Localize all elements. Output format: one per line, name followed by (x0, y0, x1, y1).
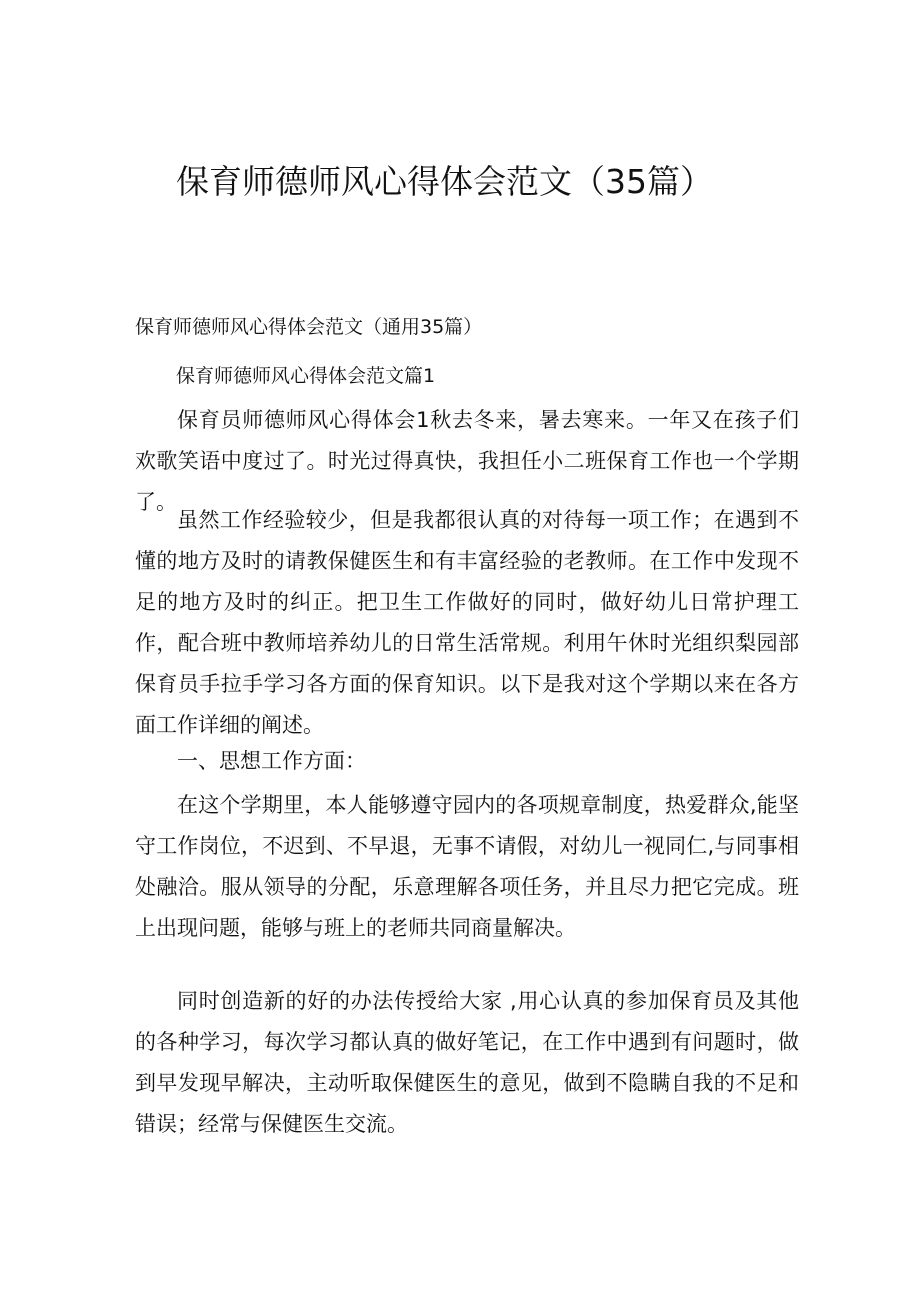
paragraph: 虽然工作经验较少，但是我都很认真的对待每一项工作；在遇到不懂的地方及时的请教保健医生和有丰富经验的老教师。在工作中发现不足的地方及时的纠正。把卫生工作做好的同时，做好幼儿日常护理工作，配合班中教师培养幼儿的日常生活常规。利用午休时光组织梨园部保育员手拉手学习各方面的保育知识。以下是我对这个学期以来在各方面工作详细的阐述。 (135, 508, 799, 737)
document-subtitle: 保育师德师风心得体会范文（通用35篇） (135, 316, 483, 338)
paragraph-heading: 一、思想工作方面： (177, 749, 366, 773)
paragraph: 在这个学期里，本人能够遵守园内的各项规章制度，热爱群众,能坚守工作岗位，不迟到、不早退，无事不请假，对幼儿一视同仁,与同事相处融洽。服从领导的分配，乐意理解各项任务，并且尽力把它完成。班上出现问题，能够与班上的老师共同商量解决。 (135, 793, 799, 940)
paragraph: 保育员师德师风心得体会1秋去冬来，暑去寒来。一年又在孩子们欢歌笑语中度过了。时光过得真快，我担任小二班保育工作也一个学期了。 (135, 408, 799, 514)
page-title: 保育师德师风心得体会范文（35篇） (176, 162, 713, 201)
section-heading: 保育师德师风心得体会范文篇1 (176, 365, 436, 387)
paragraph: 同时创造新的好的办法传授给大家 ,用心认真的参加保育员及其他的各种学习，每次学习都认真的做好笔记，在工作中遇到有问题时，做到早发现早解决，主动听取保健医生的意见，做到不隐瞒自我的不足和错误；经常与保健医生交流。 (135, 989, 799, 1136)
